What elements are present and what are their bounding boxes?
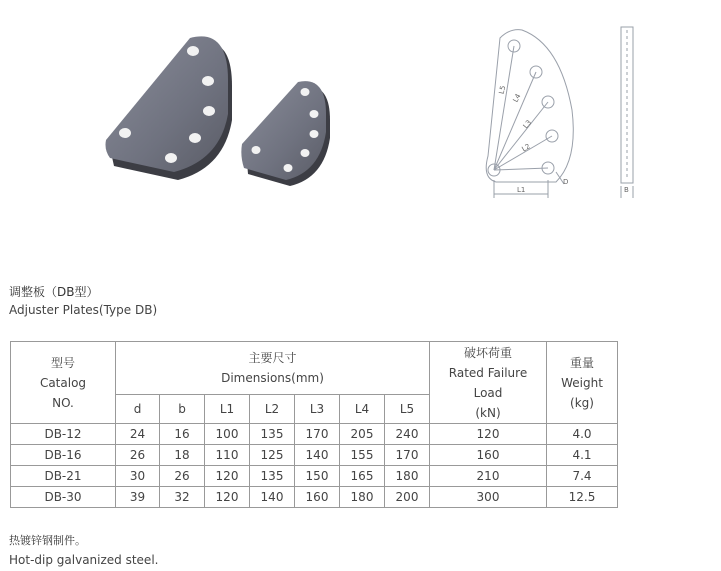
header-load-unit: (kN) — [475, 405, 501, 420]
table-row — [11, 424, 618, 445]
cell-l5: 200 — [385, 487, 430, 508]
header-catalog-en: Catalog — [39, 375, 87, 390]
cell-l2: 135 — [250, 466, 295, 487]
header-dimensions-cn: 主要尺寸 — [248, 351, 297, 365]
label-l1: L1 — [517, 186, 526, 194]
cell-l2: 125 — [250, 445, 295, 466]
cell-l5: 180 — [385, 466, 430, 487]
label-l5: L5 — [497, 84, 508, 95]
cell-d: 26 — [116, 445, 160, 466]
header-weight-unit: (kg) — [570, 395, 594, 410]
cell-b: 26 — [160, 466, 205, 487]
cell-l1: 100 — [205, 424, 250, 445]
cell-l5: 170 — [385, 445, 430, 466]
drawing-labels — [498, 85, 629, 194]
cell-l3: 170 — [295, 424, 340, 445]
cell-load: 160 — [430, 445, 547, 466]
header-dimensions-en: Dimensions(mm) — [221, 371, 324, 385]
label-l2: L2 — [520, 142, 532, 154]
table-row — [11, 487, 618, 508]
table-row — [11, 445, 618, 466]
header-load — [430, 342, 547, 424]
header-catalog — [11, 342, 116, 424]
header-weight-cn: 重量 — [569, 355, 594, 370]
specification-table — [10, 341, 618, 508]
cell-l3: 140 — [295, 445, 340, 466]
product-illustration — [0, 0, 721, 270]
cell-l1: 110 — [205, 445, 250, 466]
cell-d: 24 — [116, 424, 160, 445]
cell-b: 16 — [160, 424, 205, 445]
cell-l2: 140 — [250, 487, 295, 508]
cell-b: 18 — [160, 445, 205, 466]
subheader-l5: L5 — [385, 395, 430, 424]
product-title-chinese: 调整板（DB型） — [9, 285, 99, 299]
label-l3: L3 — [521, 118, 534, 131]
header-catalog-cn: 型号 — [50, 355, 75, 370]
cell-l4: 180 — [340, 487, 385, 508]
cell-l1: 120 — [205, 487, 250, 508]
label-d: D — [563, 178, 569, 186]
cell-weight: 4.0 — [547, 424, 618, 445]
technical-drawing-side — [621, 27, 633, 198]
subheader-l2: L2 — [250, 395, 295, 424]
header-catalog-no: NO. — [52, 395, 74, 410]
cell-l4: 165 — [340, 466, 385, 487]
subheader-l1: L1 — [205, 395, 250, 424]
header-dimensions — [116, 342, 430, 395]
header-load-en2: Load — [473, 385, 503, 400]
cell-d: 39 — [116, 487, 160, 508]
cell-l4: 205 — [340, 424, 385, 445]
cell-l1: 120 — [205, 466, 250, 487]
small-plate-photo — [241, 81, 330, 186]
cell-weight: 7.4 — [547, 466, 618, 487]
header-weight-en: Weight — [561, 375, 603, 390]
cell-load: 120 — [430, 424, 547, 445]
cell-load: 300 — [430, 487, 547, 508]
header-load-en1: Rated Failure — [448, 365, 528, 380]
subheader-l3: L3 — [295, 395, 340, 424]
table-row — [11, 466, 618, 487]
cell-catalog: DB-21 — [11, 466, 116, 487]
cell-weight: 12.5 — [547, 487, 618, 508]
material-note-english: Hot-dip galvanized steel. — [9, 553, 159, 567]
cell-catalog: DB-30 — [11, 487, 116, 508]
material-note-chinese: 热镀锌钢制件。 — [9, 534, 86, 547]
label-b: B — [624, 186, 629, 194]
cell-l3: 150 — [295, 466, 340, 487]
subheader-b: b — [160, 395, 205, 424]
cell-weight: 4.1 — [547, 445, 618, 466]
cell-b: 32 — [160, 487, 205, 508]
cell-l4: 155 — [340, 445, 385, 466]
header-load-cn: 破坏荷重 — [463, 345, 512, 360]
cell-catalog: DB-12 — [11, 424, 116, 445]
large-plate-photo — [106, 36, 233, 180]
cell-l3: 160 — [295, 487, 340, 508]
cell-l5: 240 — [385, 424, 430, 445]
cell-catalog: DB-16 — [11, 445, 116, 466]
cell-load: 210 — [430, 466, 547, 487]
header-weight — [547, 342, 618, 424]
technical-drawing-front — [486, 30, 573, 198]
table-header-row — [11, 342, 618, 395]
subheader-l4: L4 — [340, 395, 385, 424]
subheader-d: d — [116, 395, 160, 424]
cell-l2: 135 — [250, 424, 295, 445]
label-l4: L4 — [511, 92, 523, 104]
product-title-english: Adjuster Plates(Type DB) — [9, 303, 158, 317]
product-figure — [0, 0, 721, 270]
cell-d: 30 — [116, 466, 160, 487]
